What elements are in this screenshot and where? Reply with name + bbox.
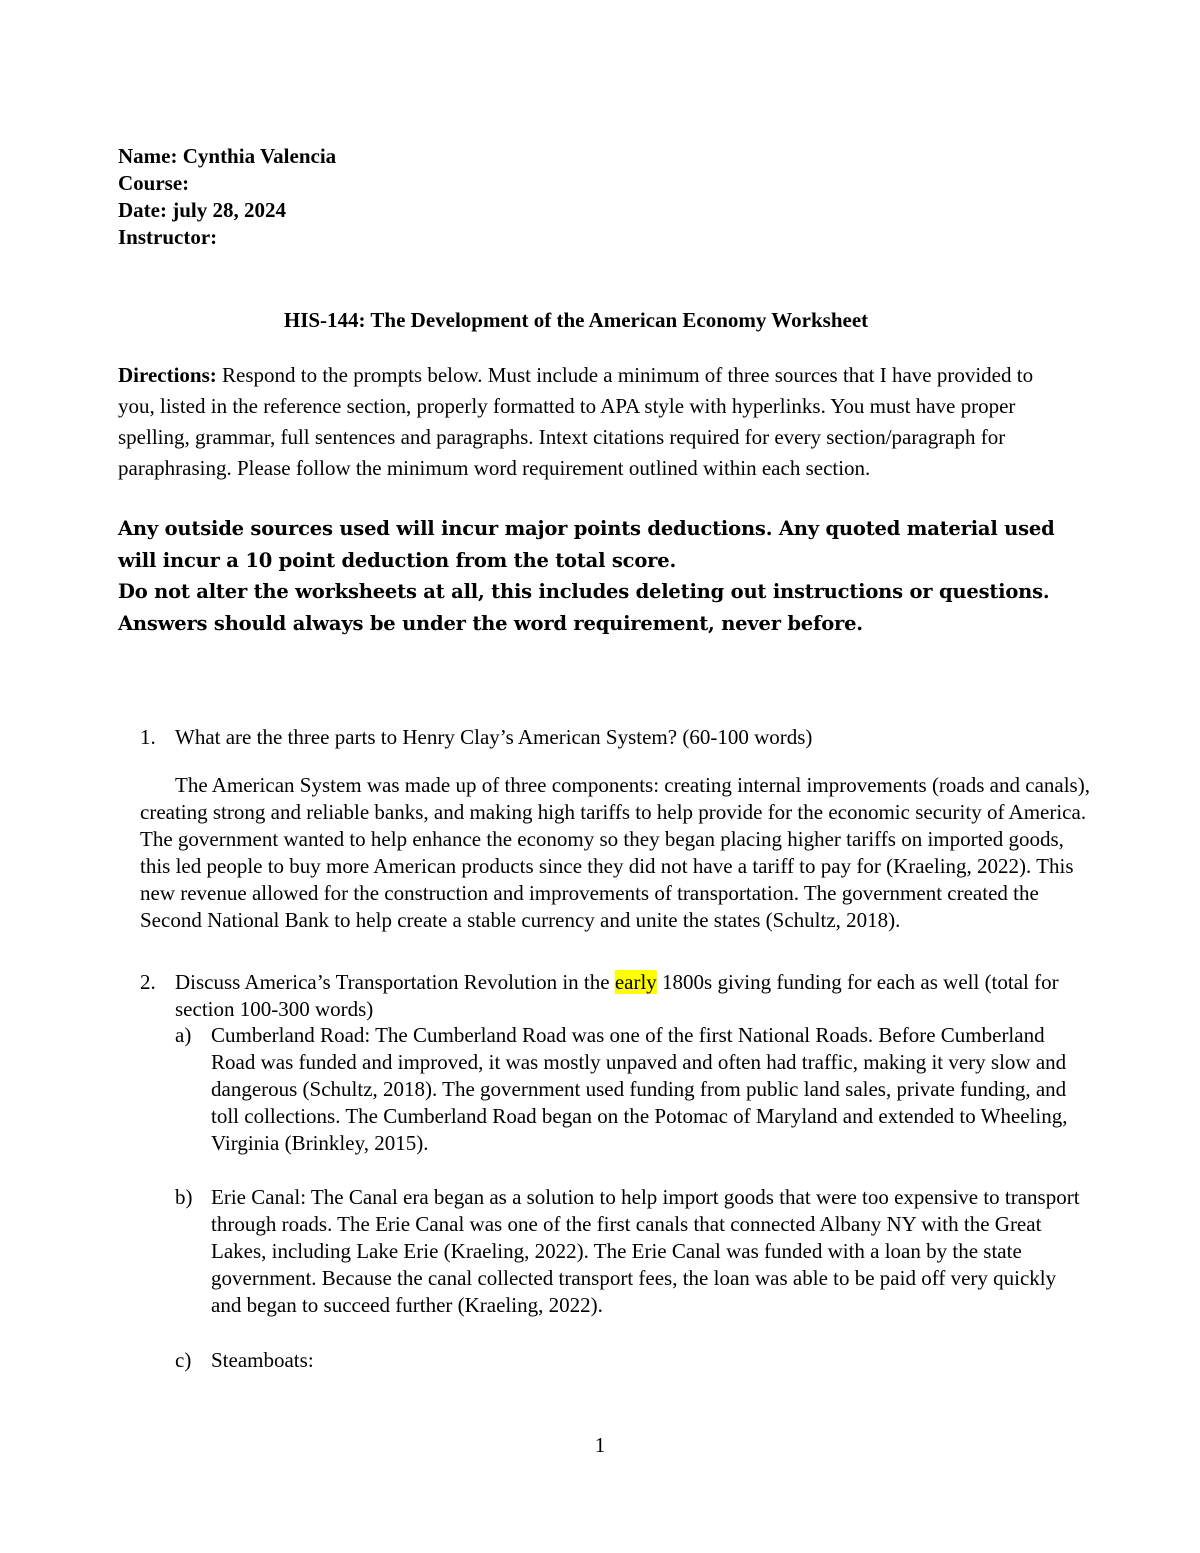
rule-outside-sources: Any outside sources used will incur major points deductions. Any quoted material used will incur a 10 point deduction from the total score.	[118, 517, 1055, 572]
rule-answer-placement: Answers should always be under the word requirement, never before.	[118, 611, 863, 635]
highlighted-word: early	[614, 970, 657, 994]
item-c-letter: c)	[175, 1348, 192, 1372]
item-c-steamboats: Steamboats:	[211, 1348, 314, 1372]
item-a-cumberland-road: Cumberland Road: The Cumberland Road was one of the first National Roads. Before Cumberland Road was funded and improved, it was mostly unpaved and often had traffic, making it very slow and dangerous (Schultz, 2018). The government used funding from public land sales, private funding, and toll collections. The Cumberland Road began on the Potomac of Maryland and extended to Wheeling, Virginia (Brinkley, 2015).	[211, 1023, 1068, 1155]
item-b-letter: b)	[175, 1185, 193, 1209]
worksheet-title: HIS-144: The Development of the American Economy Worksheet	[283, 308, 869, 332]
student-header	[118, 143, 336, 251]
question-2-text: Discuss America’s Transportation Revolution in the early 1800s giving funding for each as well (total for section 100-300 words)	[175, 970, 1059, 1021]
answer-1-text: The American System was made up of three components: creating internal improvements (roads and canals), creating strong and reliable banks, and making high tariffs to help provide for the economic security of America. The government wanted to help enhance the economy so they began placing higher tariffs on imported goods, this led people to buy more American products since they did not have a tariff to pay for (Kraeling, 2022). This new revenue allowed for the construction and improvements of transportation. The government created the Second National Bank to help create a stable currency and unite the states (Schultz, 2018).	[140, 773, 1090, 932]
date-line: Date: july 28, 2024	[118, 198, 286, 222]
question-1-number: 1.	[140, 725, 156, 749]
rules-block	[118, 513, 1068, 639]
directions-paragraph	[118, 360, 1048, 484]
instructor-line: Instructor:	[118, 225, 218, 249]
answer-1-paragraph	[140, 772, 1090, 934]
directions-text: Respond to the prompts below. Must include a minimum of three sources that I have provided to you, listed in the reference section, properly formatted to APA style with hyperlinks. You must have proper spelling, grammar, full sentences and paragraphs. Intext citations required for every section/paragraph for paraphrasing. Please follow the minimum word requirement outlined within each section.	[118, 363, 1034, 480]
name-line: Name: Cynthia Valencia	[118, 144, 337, 168]
question-1-text: What are the three parts to Henry Clay’s American System? (60-100 words)	[175, 725, 813, 749]
course-line: Course:	[118, 171, 190, 195]
item-a-letter: a)	[175, 1023, 192, 1047]
item-b-erie-canal: Erie Canal: The Canal era began as a solution to help import goods that were too expensive to transport through roads. The Erie Canal was one of the first canals that connected Albany NY with the Great Lakes, including Lake Erie (Kraeling, 2022). The Erie Canal was funded with a loan by the state government. Because the canal collected transport fees, the loan was able to be paid off very quickly and began to succeed further (Kraeling, 2022).	[211, 1185, 1080, 1317]
rule-do-not-alter: Do not alter the worksheets at all, this includes deleting out instructions or questions.	[118, 580, 1050, 603]
directions-label: Directions:	[118, 363, 217, 387]
page-number: 1	[594, 1433, 606, 1457]
question-2-number: 2.	[140, 970, 156, 994]
